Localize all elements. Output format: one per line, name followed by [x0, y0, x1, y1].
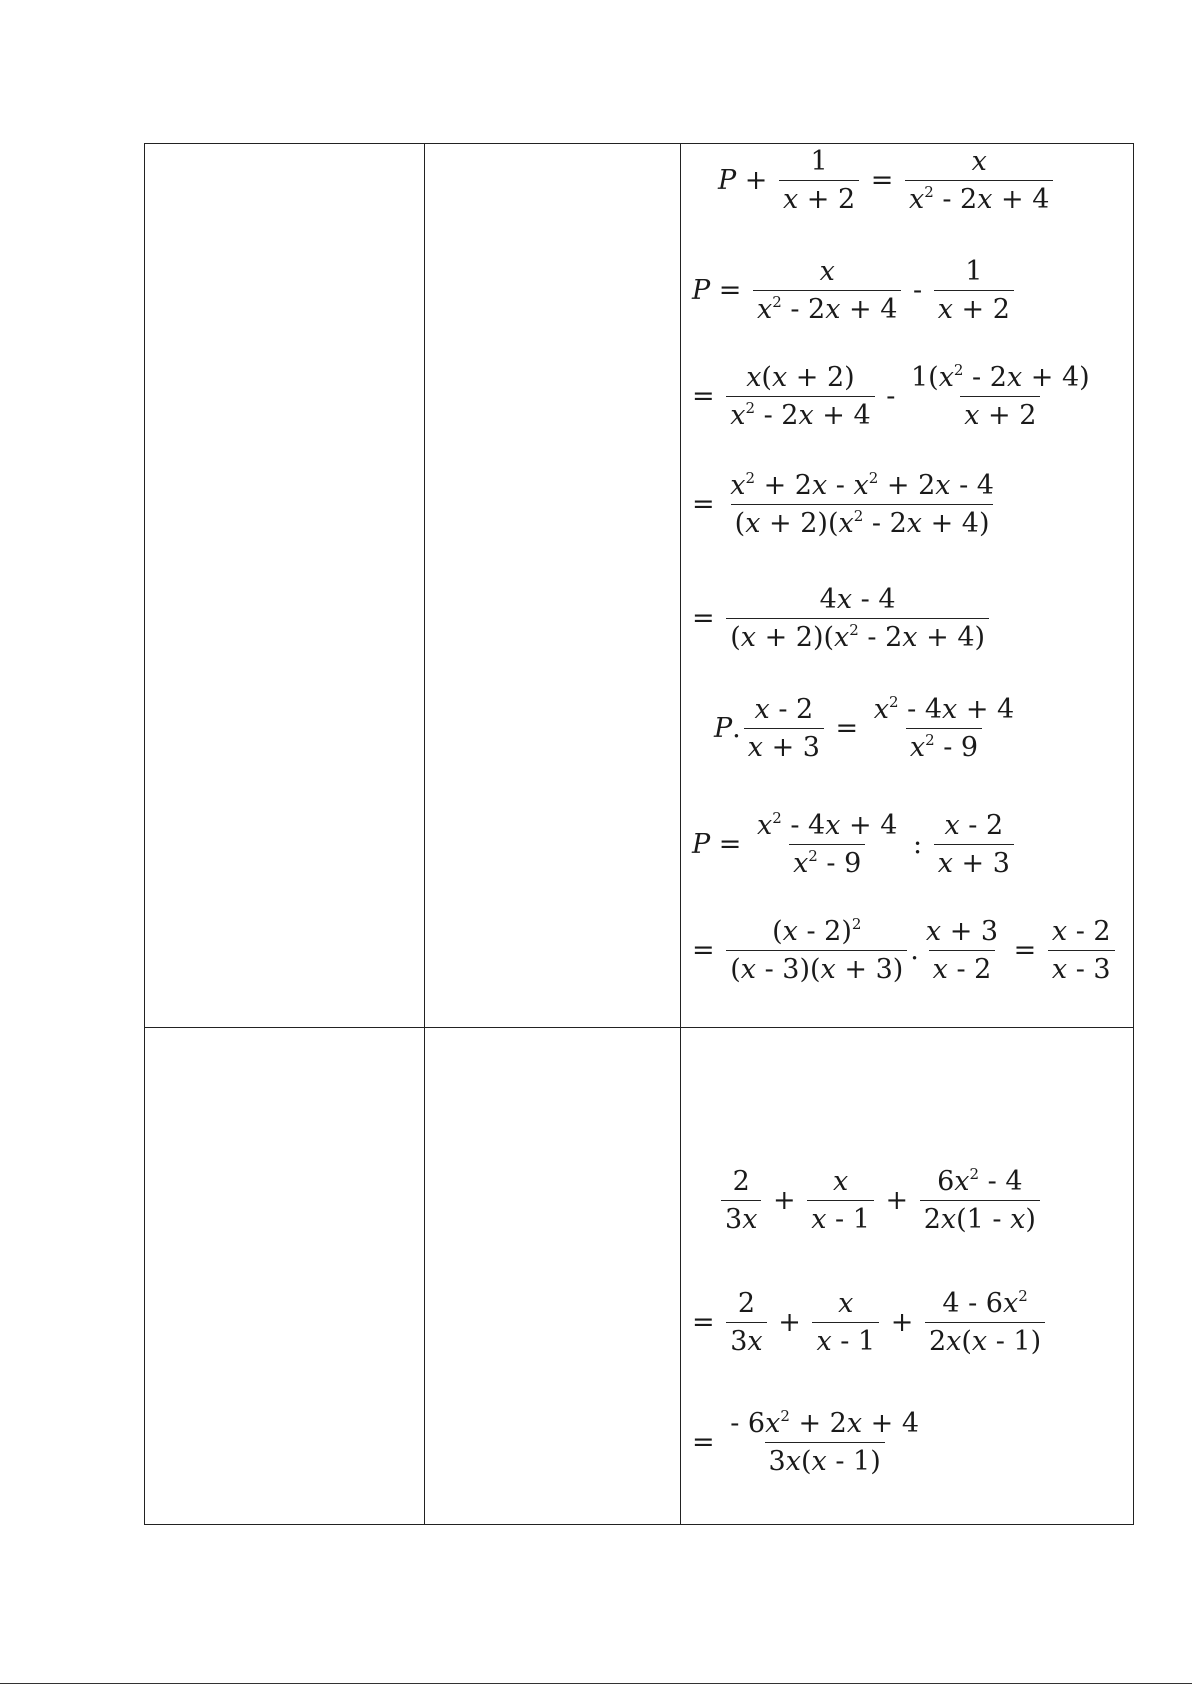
math-step-4: = $\frac{x^2 + 2x - x^2 + 2x - 4}{(x + 2)(x^2 - 2x + 4)}$	[692, 469, 994, 539]
column-divider-1	[424, 143, 425, 1525]
math-step-1: P + $\frac{1}{x + 2}$ = $\frac{x}{x^2 - 2x + 4}$	[718, 148, 1056, 213]
page-bottom-rule	[0, 1683, 1192, 1684]
math-step-10: = $\frac{2}{3x}$ + $\frac{x}{x - 1}$ + $\frac{4 - 6x^2}{2x(x - 1)}$	[692, 1290, 1048, 1355]
math-step-3: = $\frac{x(x + 2)}{x^2 - 2x + 4}$ - $\frac{1(x^2 - 2x + 4)}{x + 2}$	[692, 361, 1090, 431]
column-divider-2	[680, 143, 681, 1525]
math-step-2: P = $\frac{x}{x^2 - 2x + 4}$ - $\frac{1}{x + 2}$	[692, 258, 1017, 323]
math-step-6: P . $\frac{x - 2}{x + 3}$ = $\frac{x^2 - 4x + 4}{x^2 - 9}$	[714, 693, 1015, 763]
math-step-8: = $\frac{(x - 2)^2}{(x - 3)(x + 3)}$ . $\frac{x + 3}{x - 2}$ = $\frac{x - 2}{x - 3}$	[692, 918, 1118, 983]
math-step-9: $\frac{2}{3x}$ + $\frac{x}{x - 1}$ + $\frac{6x^2 - 4}{2x(1 - x)}$	[718, 1168, 1043, 1233]
math-step-11: = $\frac{- 6x^2 + 2x + 4}{3x(x - 1)}$	[692, 1407, 920, 1477]
math-step-7: P = $\frac{x^2 - 4x + 4}{x^2 - 9}$ : $\frac{x - 2}{x + 3}$	[692, 812, 1017, 877]
row-divider	[144, 1027, 1134, 1028]
math-step-5: = $\frac{4x - 4}{(x + 2)(x^2 - 2x + 4)}$	[692, 586, 992, 651]
